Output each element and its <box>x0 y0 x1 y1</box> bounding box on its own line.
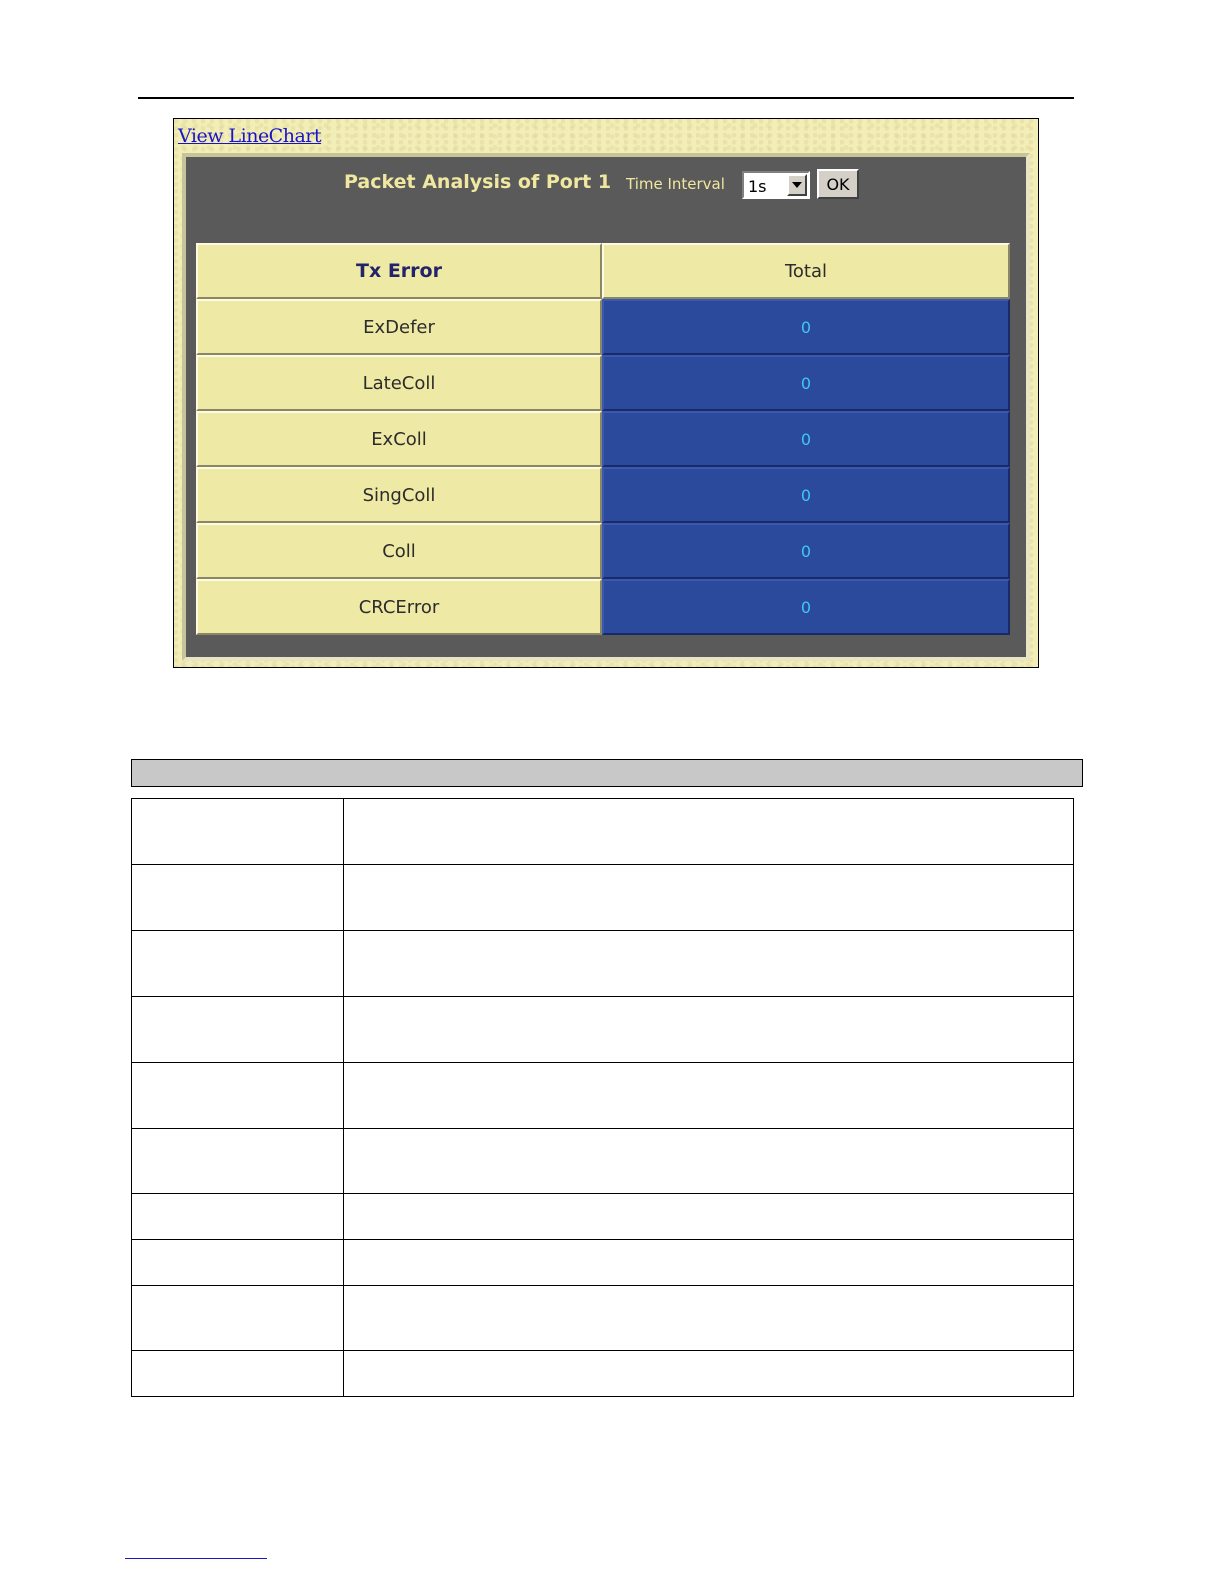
row-total: 0 <box>602 579 1010 635</box>
table-header-row <box>196 243 1010 299</box>
tx-error-table <box>196 243 1010 635</box>
row-name: SingColl <box>196 467 602 523</box>
row-name: Coll <box>196 523 602 579</box>
row-name: CRCError <box>196 579 602 635</box>
footnote-rule <box>125 1558 267 1559</box>
row-total: 0 <box>602 355 1010 411</box>
table-row <box>196 355 1010 411</box>
table-row <box>196 523 1010 579</box>
time-interval-label: Time Interval <box>626 175 725 193</box>
time-interval-value: 1s <box>748 177 767 196</box>
table-row <box>196 299 1010 355</box>
table-row <box>132 997 1074 1063</box>
header-total: Total <box>602 243 1010 299</box>
table-row <box>132 1240 1074 1286</box>
table-row <box>196 467 1010 523</box>
row-total: 0 <box>602 299 1010 355</box>
header-tx-error: Tx Error <box>196 243 602 299</box>
table-row <box>196 411 1010 467</box>
chevron-down-icon[interactable] <box>787 174 807 196</box>
description-table <box>131 798 1074 1397</box>
table-row <box>132 1351 1074 1397</box>
row-total: 0 <box>602 523 1010 579</box>
row-name: ExDefer <box>196 299 602 355</box>
table-row <box>132 1129 1074 1194</box>
table-row <box>132 865 1074 931</box>
table-row <box>196 579 1010 635</box>
view-linechart-link[interactable]: View LineChart <box>178 125 322 147</box>
table-row <box>132 931 1074 997</box>
packet-analysis-panel <box>182 153 1030 661</box>
row-name: LateColl <box>196 355 602 411</box>
table-row <box>132 1194 1074 1240</box>
table-row <box>132 799 1074 865</box>
ok-button[interactable]: OK <box>817 169 859 199</box>
top-rule <box>138 97 1074 99</box>
screenshot-frame <box>173 118 1039 668</box>
panel-title: Packet Analysis of Port 1 <box>344 171 612 193</box>
time-interval-select[interactable] <box>742 171 810 199</box>
description-table-header <box>131 759 1083 787</box>
row-name: ExColl <box>196 411 602 467</box>
table-row <box>132 1286 1074 1351</box>
row-total: 0 <box>602 411 1010 467</box>
table-row <box>132 1063 1074 1129</box>
row-total: 0 <box>602 467 1010 523</box>
